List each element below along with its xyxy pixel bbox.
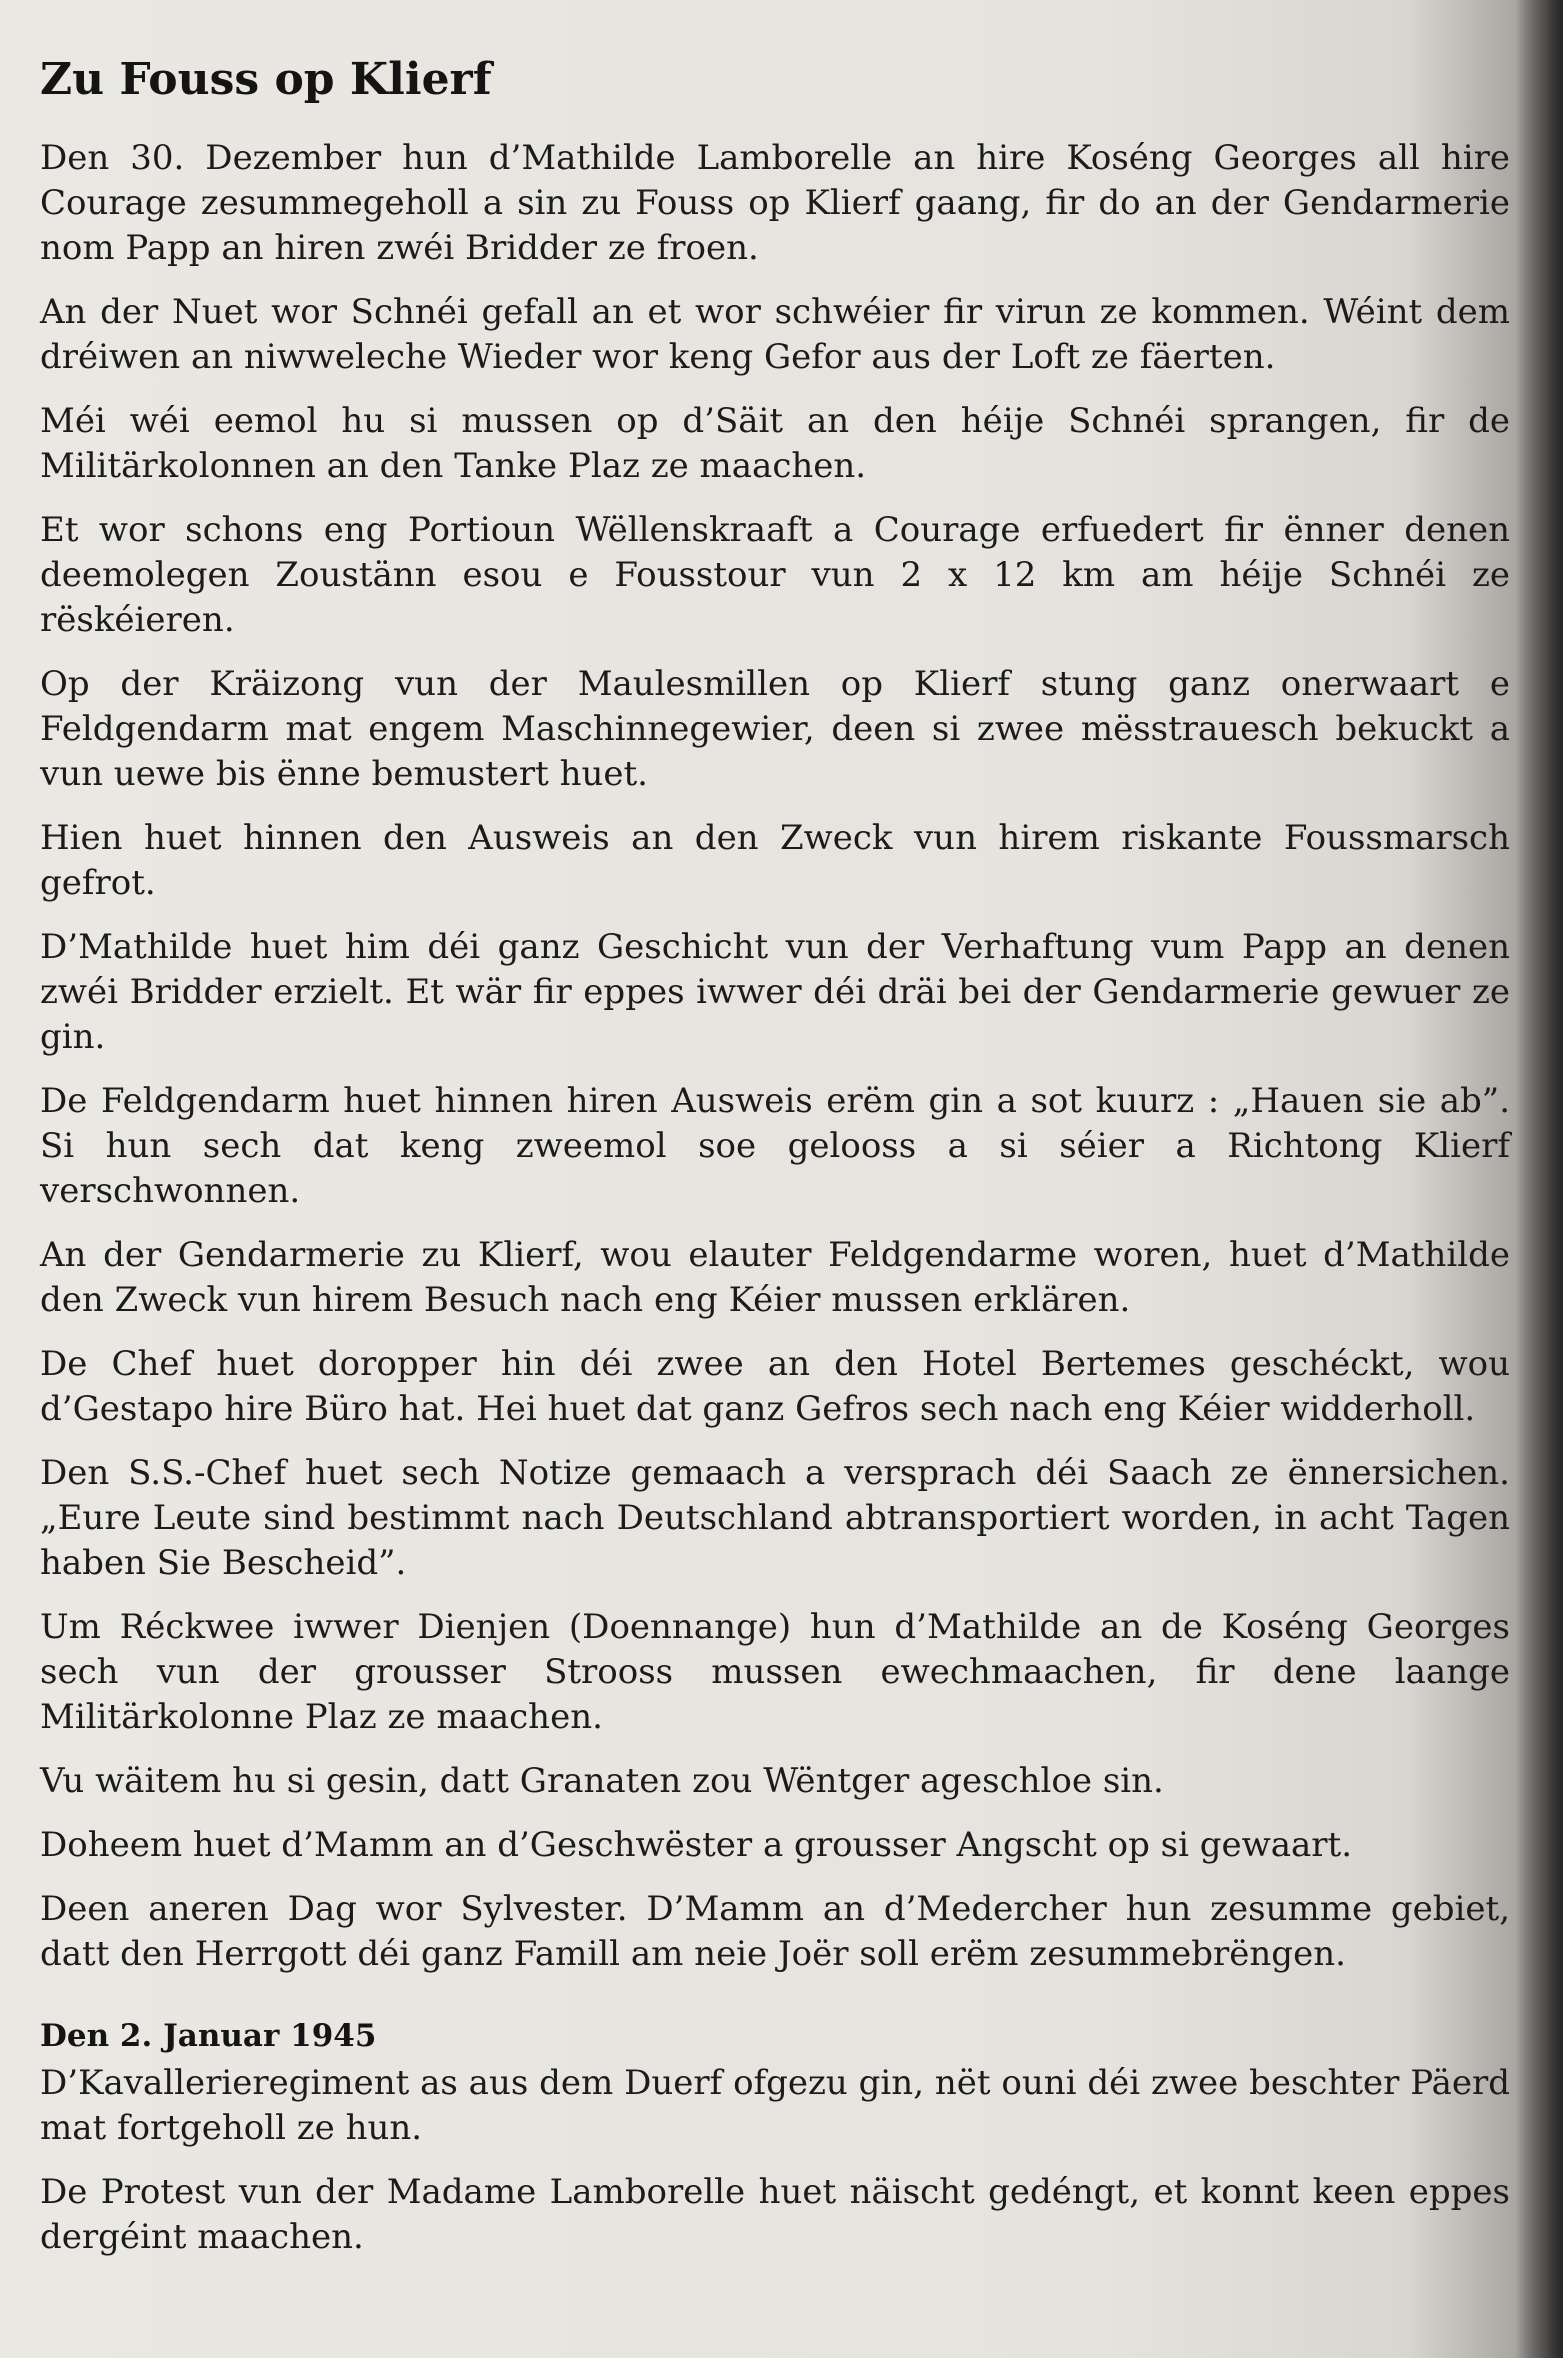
- paragraph: Den S.S.-Chef huet sech Notize gemaach a versprach déi Saach ze ënnersichen. „Eure Leute sind bestimmt nach Deutschland abtransportiert worden, in acht Tagen haben Sie Bescheid”.: [40, 1453, 1510, 1583]
- paragraph: Méi wéi eemol hu si mussen op d’Säit an den héije Schnéi sprangen, fir de Militärkolonnen an den Tanke Plaz ze maachen.: [40, 401, 1510, 486]
- paragraph: Op der Kräizong vun der Maulesmillen op Klierf stung ganz onerwaart e Feldgendarm mat engem Maschinnegewier, deen si zwee mësstrauesch bekuckt a vun uewe bis ënne bemustert huet.: [40, 664, 1510, 794]
- paragraph: Deen aneren Dag wor Sylvester. D’Mamm an d’Medercher hun zesumme gebiet, datt den Herrgott déi ganz Famill am neie Joër soll erëm zesummebrëngen.: [40, 1889, 1510, 1974]
- paragraph: An der Nuet wor Schnéi gefall an et wor schwéier fir virun ze kommen. Wéint dem dréiwen an niwweleche Wieder wor keng Gefor aus der Loft ze fäerten.: [40, 292, 1510, 377]
- paragraph: An der Gendarmerie zu Klierf, wou elauter Feldgendarme woren, huet d’Mathilde den Zweck vun hirem Besuch nach eng Kéier mussen erklären.: [40, 1235, 1510, 1320]
- paragraph: Doheem huet d’Mamm an d’Geschwëster a grousser Angscht op si gewaart.: [40, 1825, 1353, 1865]
- paragraph: Hien huet hinnen den Ausweis an den Zweck vun hirem riskante Foussmarsch gefrot.: [40, 818, 1510, 903]
- paragraph: Den 30. Dezember hun d’Mathilde Lamborelle an hire Koséng Georges all hire Courage zesummegeholl a sin zu Fouss op Klierf gaang, fir do an der Gendarmerie nom Papp an hiren zwéi Bridder ze froen.: [40, 138, 1510, 268]
- paragraph: De Protest vun der Madame Lamborelle huet näischt gedéngt, et konnt keen eppes dergéint maachen.: [40, 2172, 1510, 2257]
- paragraph: Et wor schons eng Portioun Wëllenskraaft a Courage erfuedert fir ënner denen deemolegen Zoustänn esou e Fousstour vun 2 x 12 km am héije Schnéi ze rëskéieren.: [40, 510, 1510, 640]
- paragraph: De Chef huet doropper hin déi zwee an den Hotel Bertemes geschéckt, wou d’Gestapo hire Büro hat. Hei huet dat ganz Gefros sech nach eng Kéier widderholl.: [40, 1344, 1510, 1429]
- paragraph: Vu wäitem hu si gesin, datt Granaten zou Wëntger ageschloe sin.: [40, 1761, 1164, 1801]
- page-content: [40, 52, 1510, 2279]
- paragraph: De Feldgendarm huet hinnen hiren Ausweis erëm gin a sot kuurz : „Hauen sie ab”. Si hun sech dat keng zweemol soe gelooss a si séier a Richtong Klierf verschwonnen.: [40, 1081, 1510, 1211]
- paragraph: Um Réckwee iwwer Dienjen (Doennange) hun d’Mathilde an de Koséng Georges sech vun der grousser Strooss mussen ewechmaachen, fir dene laange Militärkolonne Plaz ze maachen.: [40, 1607, 1510, 1737]
- paragraph: D’Kavallerieregiment as aus dem Duerf ofgezu gin, nët ouni déi zwee beschter Päerd mat fortgeholl ze hun.: [40, 2063, 1510, 2148]
- section-heading-date: Den 2. Januar 1945: [40, 2018, 377, 2054]
- chapter-title: Zu Fouss op Klierf: [40, 54, 492, 105]
- paragraph: D’Mathilde huet him déi ganz Geschicht vun der Verhaftung vum Papp an denen zwéi Bridder erzielt. Et wär fir eppes iwwer déi dräi bei der Gendarmerie gewuer ze gin.: [40, 927, 1510, 1057]
- page-edge-shadow: [1515, 0, 1563, 2358]
